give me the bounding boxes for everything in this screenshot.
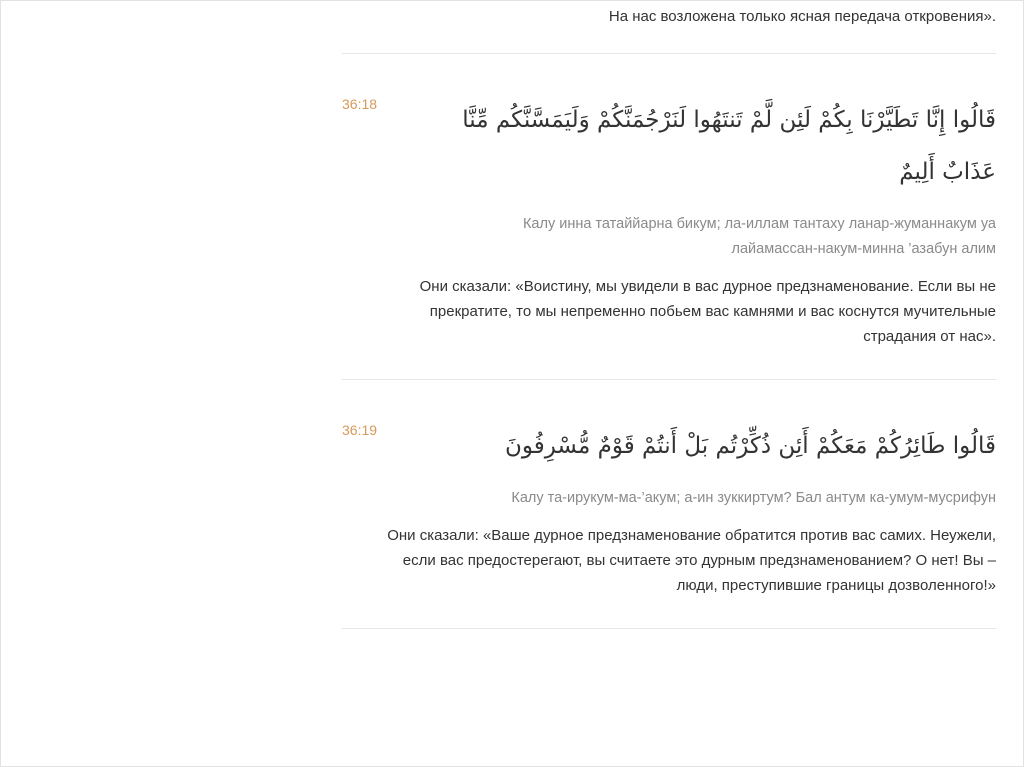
verse-36-19 xyxy=(342,380,996,628)
previous-verse-translation: На нас возложена только ясная передача откровения». xyxy=(608,8,996,25)
verse-arabic-text: قَالُوا طَائِرُكُمْ مَعَكُمْ أَئِن ذُكِّرْتُم بَلْ أَنتُمْ قَوْمٌ مُّسْرِفُونَ xyxy=(504,433,996,459)
verse-transliteration: Калу инна татаййарна бикум; ла-иллам тантаху ланар-жуманнакум уа лайамассан-накум-минна ’азабун алим xyxy=(522,216,996,257)
verse-number[interactable]: 36:19 xyxy=(342,422,378,438)
verse-list xyxy=(342,0,996,629)
verse-arabic-text: قَالُوا إِنَّا تَطَيَّرْنَا بِكُمْ لَئِن لَّمْ تَنتَهُوا لَنَرْجُمَنَّكُمْ وَلَيَمَسَّنَّكُم مِّنَّا عَذَابٌ أَلِيمٌ xyxy=(462,107,996,185)
verse-translation: Они сказали: «Ваше дурное предзнаменование обратится против вас самих. Неужели, если вас предостерегают, вы считаете это дурным предзнаменованием? О нет! Вы – люди, преступившие границы дозволенного!» xyxy=(387,527,996,594)
divider xyxy=(342,628,996,629)
verse-36-18 xyxy=(342,54,996,379)
verse-translation: Они сказали: «Воистину, мы увидели в вас дурное предзнаменование. Если вы не прекратите, то мы непременно побьем вас камнями и вас коснутся мучительные страдания от нас». xyxy=(419,278,996,345)
verse-transliteration: Калу та-ирукум-ма-’акум; а-ин зуккиртум? Бал антум ка-умум-мусрифун xyxy=(511,490,996,506)
verse-number[interactable]: 36:18 xyxy=(342,96,378,112)
